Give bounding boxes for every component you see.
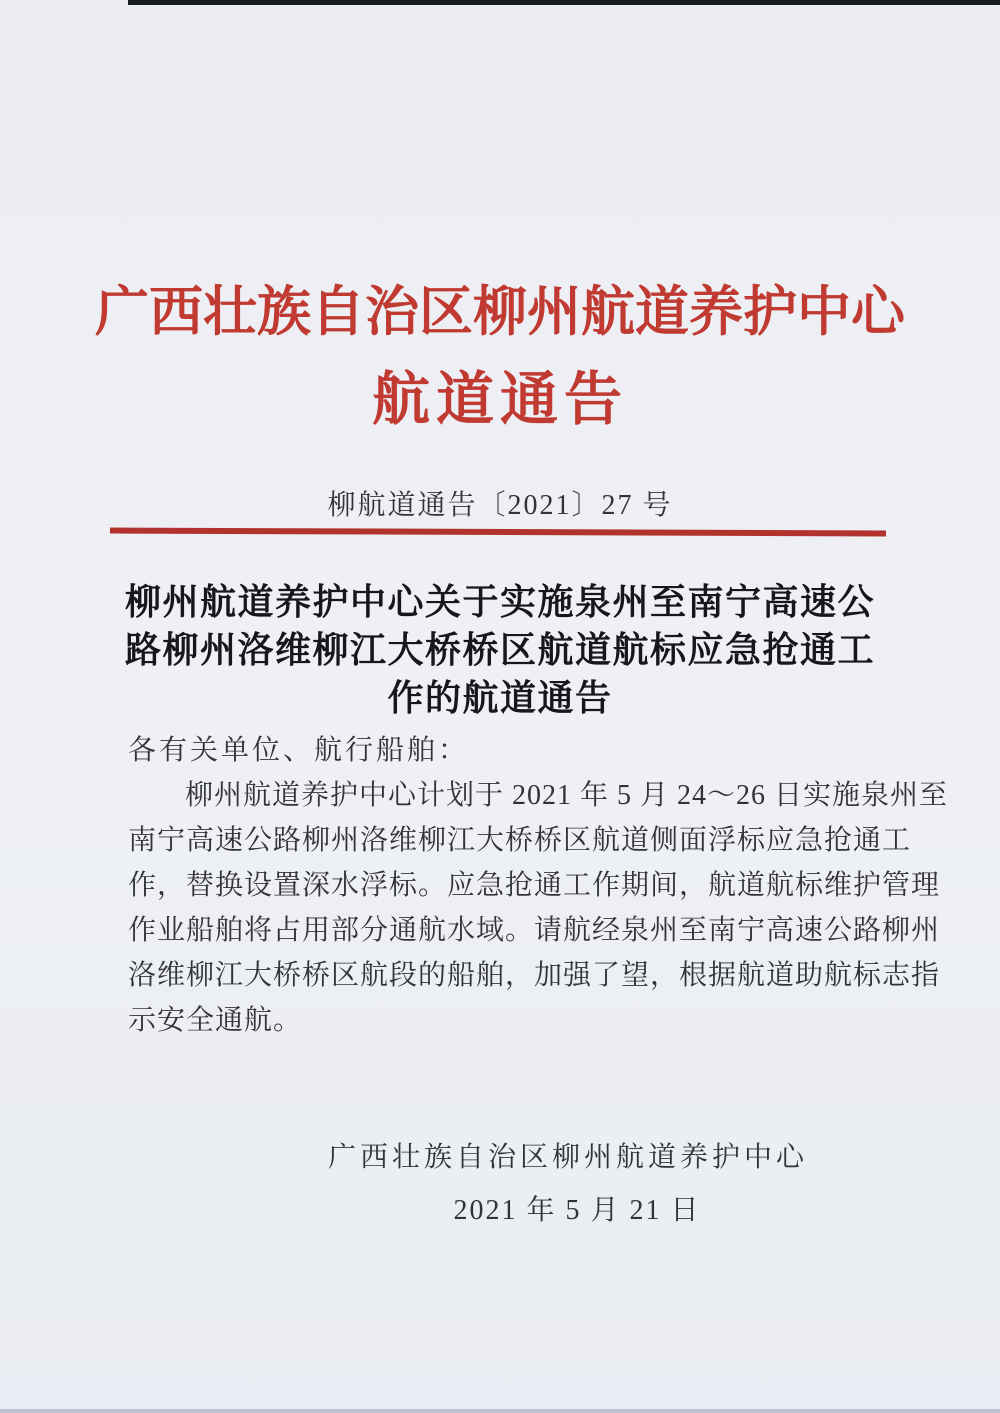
doc-title [100,578,900,722]
body-line: 洛维柳江大桥桥区航段的船舶，加强了望，根据航道助航标志指 [128,960,941,991]
scan-edge-bottom [0,1409,1000,1413]
signature-date: 2021 年 5 月 21 日 [453,1195,701,1226]
red-rule-divider [110,528,886,537]
doc-number: 柳航道通告〔2021〕27 号 [327,490,673,521]
doc-title-line-1: 柳州航道养护中心关于实施泉州至南宁高速公 [124,582,875,622]
body-line: 示安全通航。 [128,1005,303,1036]
body-paragraph [128,773,949,1043]
body-line: 作，替换设置深水浮标。应急抢通工作期间，航道航标维护管理 [128,870,941,901]
body-line: 柳州航道养护中心计划于 2021 年 5 月 24～26 日实施泉州至 [185,780,949,811]
salutation: 各有关单位、航行船舶： [128,735,470,766]
doc-title-line-3: 作的航道通告 [387,678,613,718]
scan-edge-top [128,0,1000,5]
signature-org: 广西壮族自治区柳州航道养护中心 [327,1142,809,1173]
body-line: 作业船舶将占用部分通航水域。请航经泉州至南宁高速公路柳州 [128,915,941,946]
masthead-org-line: 广西壮族自治区柳州航道养护中心 [95,282,905,342]
body-line: 南宁高速公路柳州洛维柳江大桥桥区航道侧面浮标应急抢通工 [128,825,912,856]
masthead-type-line: 航道通告 [371,367,628,432]
doc-title-line-2: 路柳州洛维柳江大桥桥区航道航标应急抢通工 [124,630,875,670]
